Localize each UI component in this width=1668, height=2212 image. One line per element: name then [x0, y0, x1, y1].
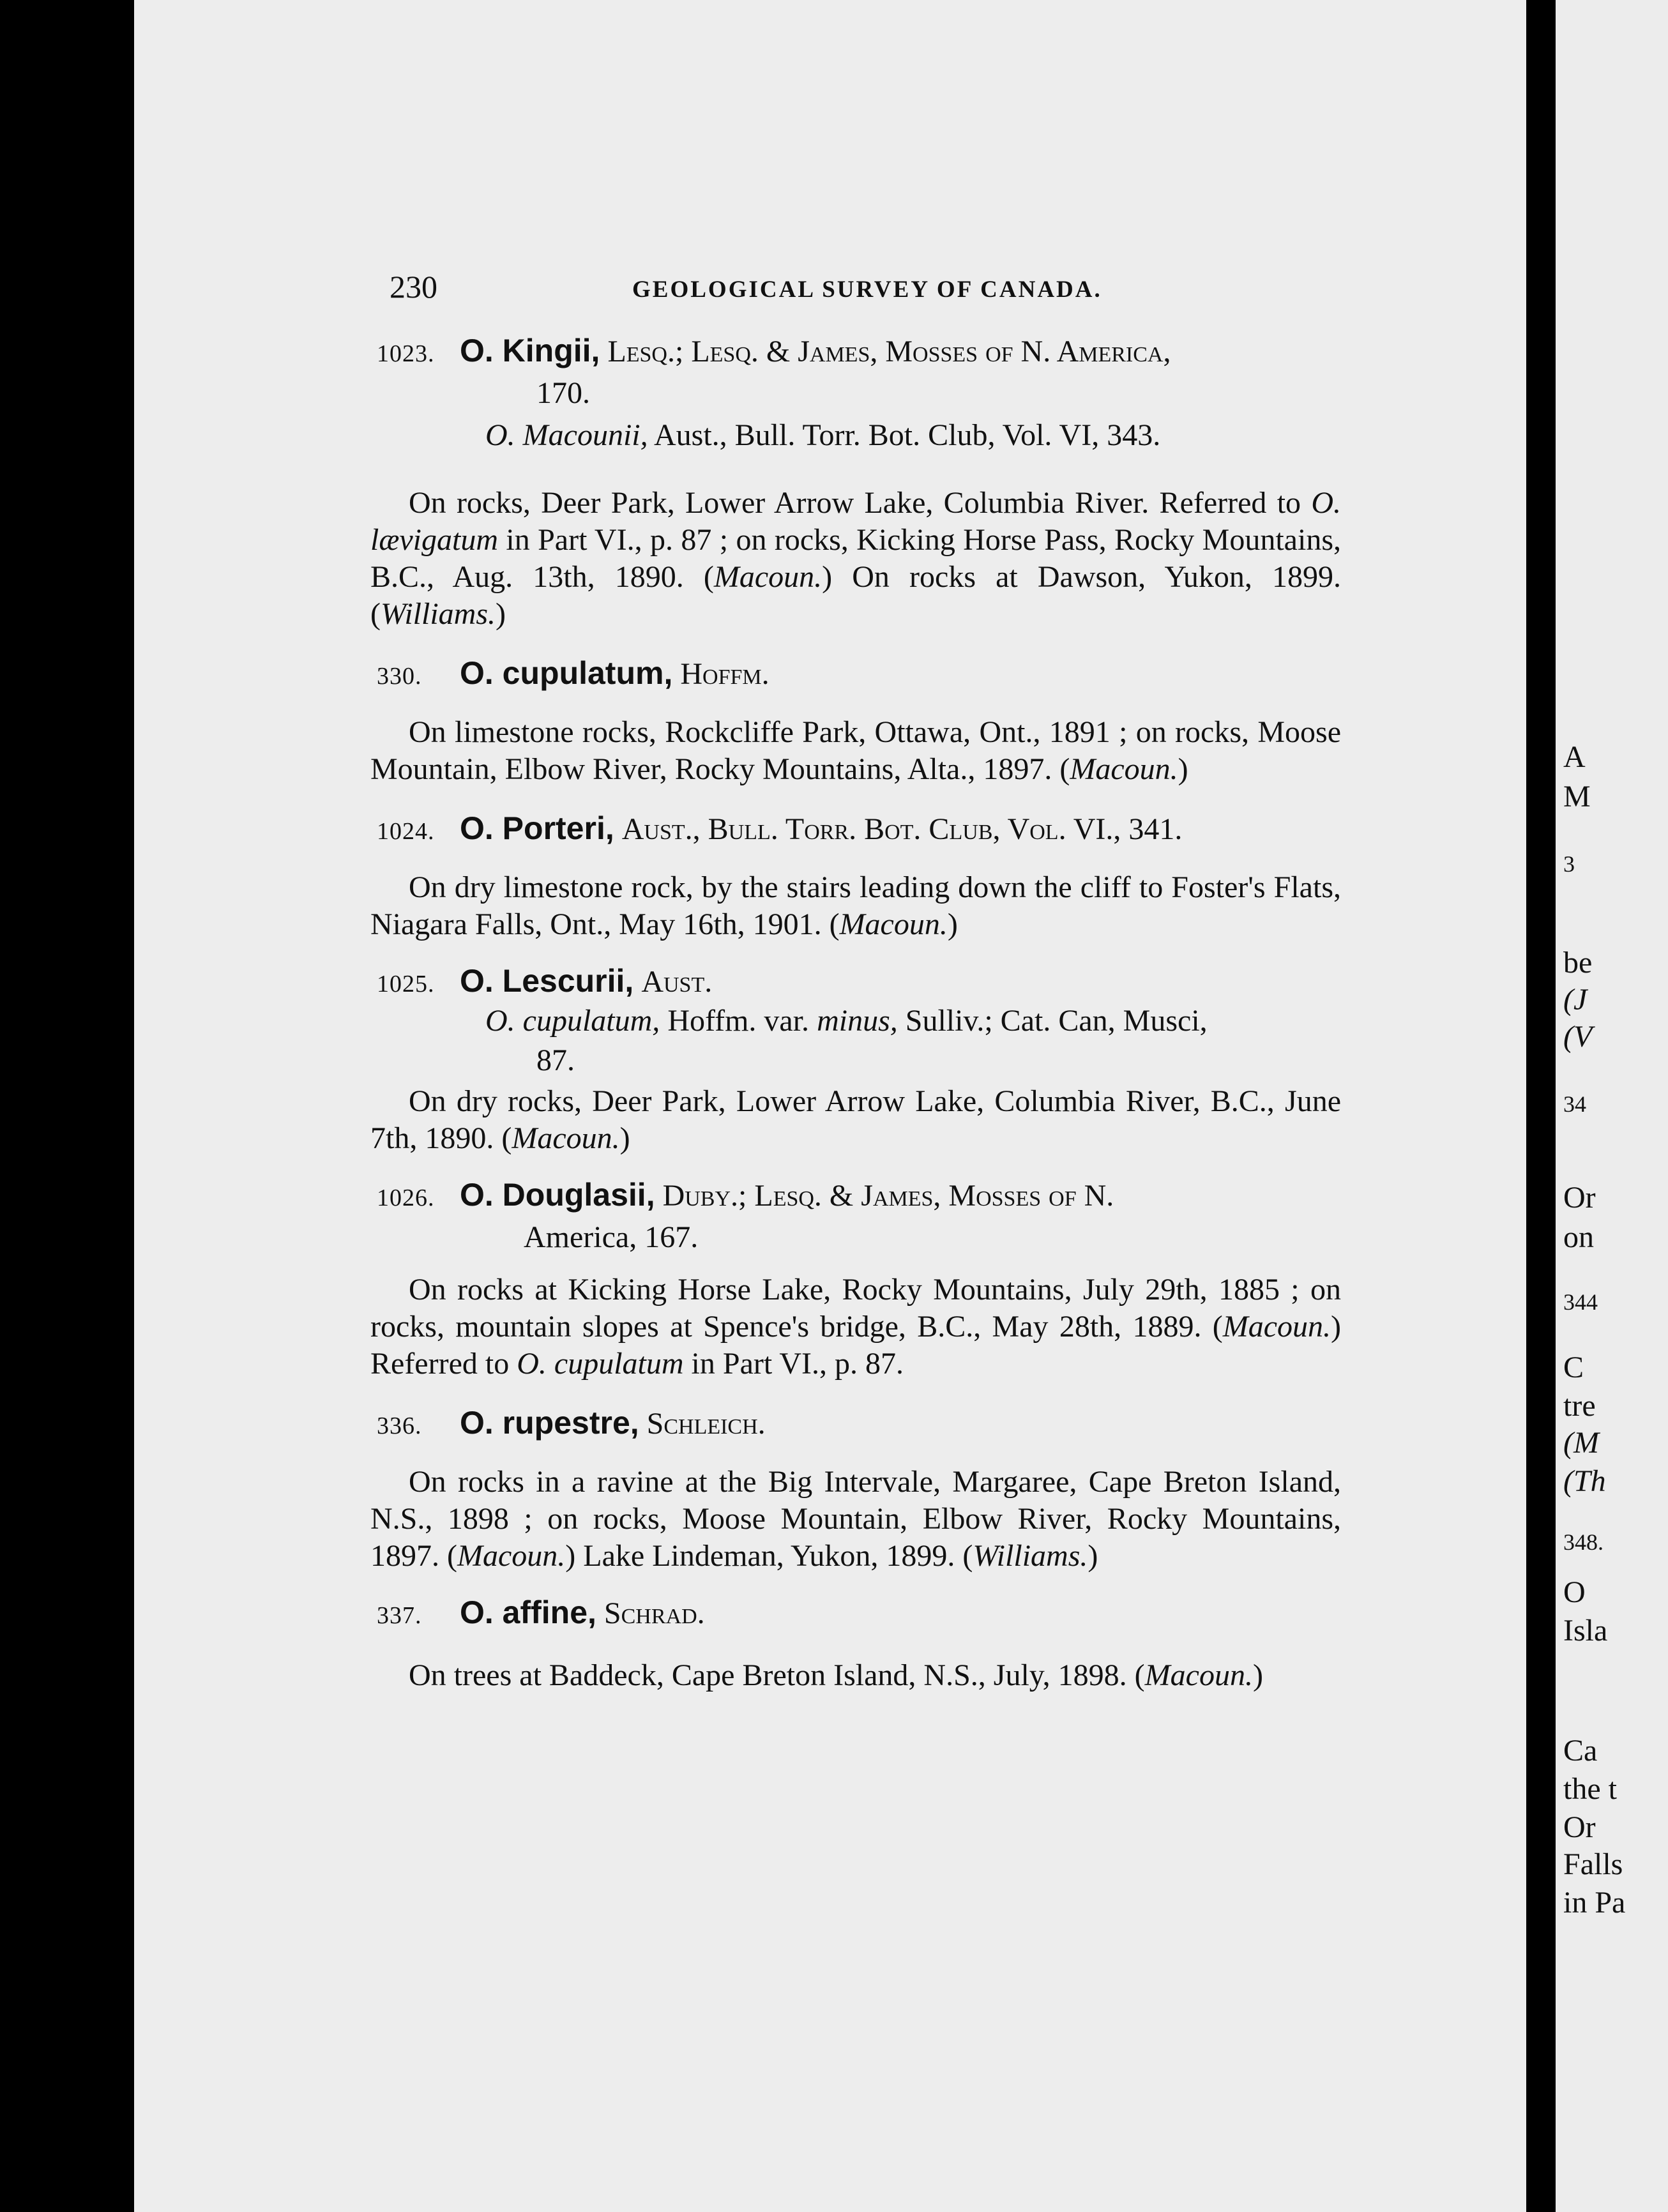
desc-text: )	[1178, 752, 1188, 786]
desc-text: On dry rocks, Deer Park, Lower Arrow Lake, Columbia River, B.C., June 7th, 1890. (	[370, 1084, 1341, 1155]
desc-text: On limestone rocks, Rockcliffe Park, Ottawa, Ont., 1891 ; on rocks, Moose Mountain, Elbow River, Rocky Mountains, Alta., 1897. (	[370, 715, 1341, 786]
adjacent-page-text: on	[1563, 1220, 1594, 1254]
adjacent-page-text: 34	[1563, 1091, 1586, 1117]
species-entry	[370, 1594, 1341, 1694]
desc-text: )	[496, 597, 506, 631]
synonym-continuation: 87.	[536, 1043, 575, 1077]
synonym-line	[370, 1003, 1341, 1040]
species-name: O. cupulatum,	[460, 655, 673, 691]
species-authority: Aust., Bull. Torr. Bot. Club, Vol. VI., 341.	[621, 812, 1183, 846]
synonym-name: O. Macounii,	[485, 418, 648, 452]
adjacent-page-text: (Th	[1563, 1464, 1606, 1498]
adjacent-page-text: the t	[1563, 1772, 1617, 1806]
collector-name: Macoun.	[1144, 1658, 1253, 1692]
running-title: GEOLOGICAL SURVEY OF CANADA.	[632, 276, 1102, 303]
species-authority: Schrad.	[603, 1596, 705, 1630]
synonym-citation: Sulliv.; Cat. Can, Musci,	[897, 1004, 1208, 1038]
synonym-name: O. cupulatum,	[485, 1004, 660, 1038]
entry-heading	[370, 962, 1341, 1003]
adjacent-page-text: 3	[1563, 851, 1575, 877]
species-name: O. Lescurii,	[460, 963, 634, 999]
species-entry	[370, 1176, 1341, 1382]
entry-number: 336.	[377, 1413, 422, 1439]
desc-text: On rocks, Deer Park, Lower Arrow Lake, Columbia River. Referred to	[409, 486, 1312, 520]
locality-description	[370, 714, 1341, 788]
collector-name: Williams.	[380, 597, 496, 631]
entry-number: 337.	[377, 1602, 422, 1629]
desc-text: in Part VI., p. 87.	[683, 1347, 904, 1381]
entry-number: 1024.	[377, 818, 435, 845]
synonym-citation: Aust., Bull. Torr. Bot. Club, Vol. VI, 343.	[653, 418, 1161, 452]
adjacent-page-text: (M	[1563, 1426, 1599, 1460]
synonym-line	[370, 417, 1341, 454]
scan-left-border	[0, 0, 134, 2212]
desc-text: in Part VI., p. 87 ; on rocks, Kicking Horse Pass, Rocky Mountains, B.C., Aug. 13th, 1890. (	[370, 523, 1341, 594]
adjacent-page-text: C	[1563, 1351, 1584, 1384]
entry-number: 1025.	[377, 971, 435, 997]
entry-heading	[370, 1404, 1341, 1444]
adjacent-page-strip	[1556, 0, 1668, 2212]
entry-number: 1026.	[377, 1185, 435, 1211]
species-authority: Lesq.; Lesq. & James, Mosses of N. America,	[607, 335, 1171, 368]
adjacent-page-text: Falls	[1563, 1847, 1623, 1881]
locality-description	[370, 1083, 1341, 1157]
desc-text: )	[619, 1121, 630, 1155]
locality-description	[370, 869, 1341, 943]
species-name: O. affine,	[460, 1595, 596, 1630]
authority-continuation: America, 167.	[524, 1220, 699, 1254]
species-authority: Schleich.	[646, 1407, 766, 1441]
desc-text: On rocks at Kicking Horse Lake, Rocky Mountains, July 29th, 1885 ; on rocks, mountain slopes at Spence's bridge, B.C., May 28th, 1889. (	[370, 1273, 1341, 1344]
desc-text: On dry limestone rock, by the stairs leading down the cliff to Foster's Flats, Niagara Falls, Ont., May 16th, 1901. (	[370, 870, 1341, 941]
adjacent-page-text: Or	[1563, 1810, 1596, 1844]
desc-text: ) Referred to	[370, 1310, 1341, 1381]
adjacent-page-text: 344	[1563, 1289, 1598, 1315]
adjacent-page-text: A	[1563, 740, 1586, 774]
collector-name: Macoun.	[713, 560, 823, 594]
collector-name: Macoun.	[512, 1121, 620, 1155]
entry-heading	[370, 655, 1341, 695]
locality-description	[370, 1464, 1341, 1575]
adjacent-page-text: Or	[1563, 1181, 1596, 1215]
collector-name: Macoun.	[457, 1539, 566, 1573]
species-name: O. rupestre,	[460, 1405, 639, 1441]
desc-text: )	[1088, 1539, 1098, 1573]
adjacent-page-text: in Pa	[1563, 1886, 1626, 1920]
desc-italic: O. cupulatum	[517, 1347, 684, 1381]
adjacent-page-text: O	[1563, 1575, 1586, 1609]
entry-number: 1023.	[377, 340, 435, 367]
species-entry	[370, 810, 1341, 943]
desc-text: )	[947, 907, 958, 941]
species-name: O. Douglasii,	[460, 1177, 655, 1213]
entry-heading	[370, 1176, 1341, 1216]
synonym-citation: Hoffm. var.	[667, 1004, 817, 1038]
collector-name: Macoun.	[1222, 1310, 1331, 1344]
book-gutter	[1526, 0, 1556, 2212]
adjacent-page-text: tre	[1563, 1389, 1596, 1423]
page-content	[370, 332, 1341, 1694]
desc-italic: O. lævigatum	[370, 486, 1341, 557]
species-entry	[370, 1404, 1341, 1575]
entry-number: 330.	[377, 663, 422, 690]
adjacent-page-text: (J	[1563, 983, 1588, 1017]
desc-text: On rocks in a ravine at the Big Intervale, Margaree, Cape Breton Island, N.S., 1898 ; on rocks, Moose Mountain, Elbow River, Rocky Mountains, 1897. (	[370, 1465, 1341, 1573]
species-name: O. Kingii,	[460, 333, 600, 368]
adjacent-page-text: M	[1563, 780, 1591, 814]
species-authority: Hoffm.	[680, 657, 770, 691]
collector-name: Williams.	[973, 1539, 1088, 1573]
desc-text: On trees at Baddeck, Cape Breton Island, N.S., July, 1898. (	[409, 1658, 1145, 1692]
entry-heading	[370, 810, 1341, 850]
adjacent-page-text: (V	[1563, 1020, 1593, 1054]
entry-heading	[370, 1594, 1341, 1634]
species-entry	[370, 962, 1341, 1157]
locality-description	[370, 1271, 1341, 1382]
desc-text: )	[1252, 1658, 1263, 1692]
collector-name: Macoun.	[839, 907, 948, 941]
desc-text: ) Lake Lindeman, Yukon, 1899. (	[565, 1539, 973, 1573]
species-name: O. Porteri,	[460, 810, 614, 846]
locality-description	[370, 1657, 1341, 1694]
species-authority: Aust.	[641, 965, 713, 999]
entry-heading	[370, 332, 1341, 372]
authority-continuation: 170.	[536, 376, 590, 410]
desc-text: ) On rocks at Dawson, Yukon, 1899. (	[370, 560, 1341, 631]
species-entry	[370, 332, 1341, 633]
adjacent-page-text: be	[1563, 946, 1593, 980]
adjacent-page-text: Isla	[1563, 1614, 1608, 1648]
collector-name: Macoun.	[1070, 752, 1178, 786]
adjacent-page-text: 348.	[1563, 1529, 1604, 1555]
species-authority: Duby.; Lesq. & James, Mosses of N.	[662, 1179, 1114, 1213]
locality-description	[370, 485, 1341, 633]
adjacent-page-text: Ca	[1563, 1734, 1598, 1768]
variety-name: minus,	[817, 1004, 898, 1038]
page-number: 230	[390, 269, 437, 305]
species-entry	[370, 655, 1341, 788]
